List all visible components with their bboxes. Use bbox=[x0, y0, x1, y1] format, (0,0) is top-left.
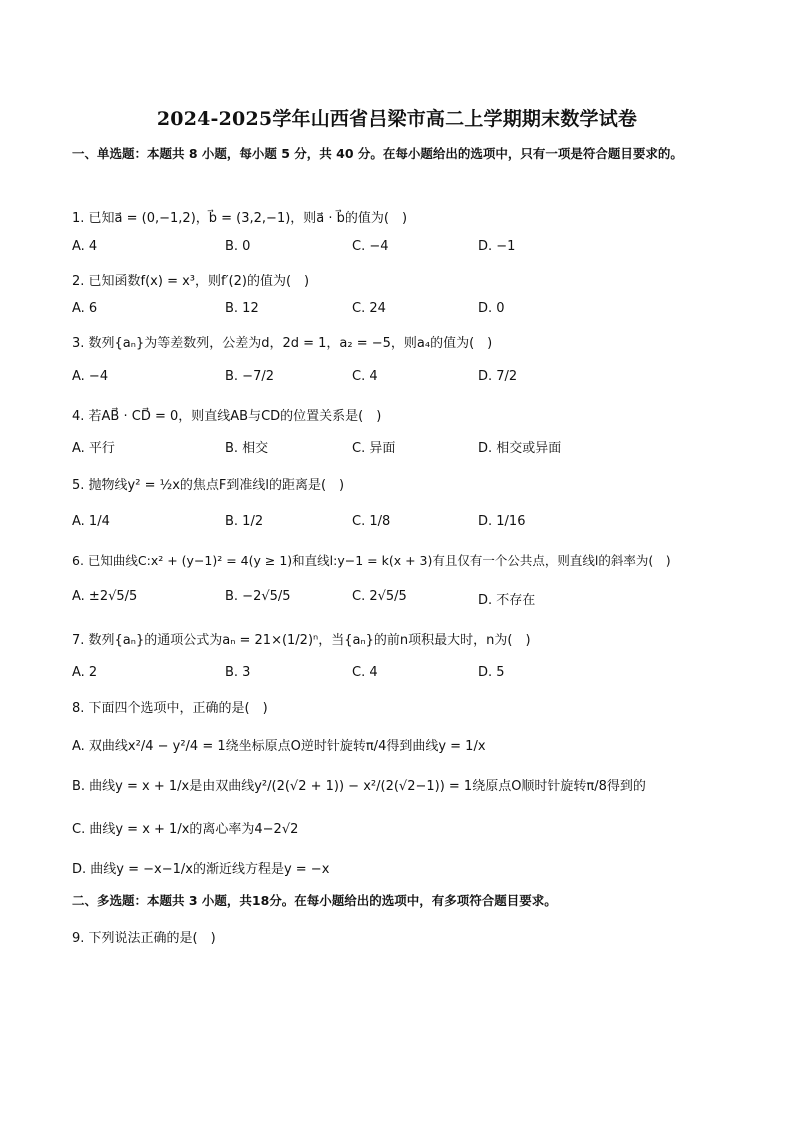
option-a[interactable]: A. ±2√5/5 bbox=[72, 589, 138, 604]
question-3-options bbox=[72, 369, 732, 389]
section-single-choice: 一、单选题：本题共 8 小题，每小题 5 分，共 40 分。在每小题给出的选项中，只有一项是符合题目要求的。 bbox=[72, 146, 683, 161]
option-d[interactable]: D. 1/16 bbox=[478, 514, 526, 529]
option-d[interactable]: D. 相交或异面 bbox=[478, 441, 562, 456]
option-b[interactable]: B. 0 bbox=[225, 239, 251, 254]
question-7-options bbox=[72, 665, 732, 685]
option-c[interactable]: C. 异面 bbox=[352, 441, 396, 456]
option-b[interactable]: B. 曲线y = x + 1/x是由双曲线y²/(2(√2 + 1)) − x²/(2(√2−1)) = 1绕原点O顺时针旋转π/8得到的 bbox=[72, 779, 646, 794]
question-7: 7. 数列{aₙ}的通项公式为aₙ = 21×(1/2)ⁿ，当{aₙ}的前n项积最大时，n为( ) bbox=[72, 633, 531, 648]
question-1: 1. 已知a⃗ = (0,−1,2)，b⃗ = (3,2,−1)，则a⃗ · b⃗的值为( ) bbox=[72, 211, 408, 226]
question-9: 9. 下列说法正确的是( ) bbox=[72, 931, 216, 946]
option-b[interactable]: B. −2√5/5 bbox=[225, 589, 291, 604]
question-3: 3. 数列{aₙ}为等差数列，公差为d，2d = 1，a₂ = −5，则a₄的值为( ) bbox=[72, 336, 493, 351]
option-a[interactable]: A. 6 bbox=[72, 301, 98, 316]
option-c[interactable]: C. 1/8 bbox=[352, 514, 391, 529]
question-8: 8. 下面四个选项中，正确的是( ) bbox=[72, 701, 268, 716]
question-5-options bbox=[72, 514, 732, 534]
question-6-options bbox=[72, 589, 732, 609]
question-2-options bbox=[72, 301, 732, 321]
option-c[interactable]: C. 4 bbox=[352, 665, 378, 680]
option-a[interactable]: A. 4 bbox=[72, 239, 98, 254]
option-c[interactable]: C. 曲线y = x + 1/x的离心率为4−2√2 bbox=[72, 822, 299, 837]
question-2: 2. 已知函数f(x) = x³，则f′(2)的值为( ) bbox=[72, 274, 310, 289]
option-d[interactable]: D. 0 bbox=[478, 301, 505, 316]
option-c[interactable]: C. −4 bbox=[352, 239, 389, 254]
question-5: 5. 抛物线y² = ½x的焦点F到准线l的距离是( ) bbox=[72, 478, 345, 493]
option-b[interactable]: B. 12 bbox=[225, 301, 259, 316]
option-b[interactable]: B. 相交 bbox=[225, 441, 269, 456]
option-c[interactable]: C. 4 bbox=[352, 369, 378, 384]
option-a[interactable]: A. 平行 bbox=[72, 441, 115, 456]
question-4: 4. 若AB⃗ · CD⃗ = 0，则直线AB与CD的位置关系是( ) bbox=[72, 409, 382, 424]
option-d[interactable]: D. 不存在 bbox=[478, 593, 536, 608]
option-a[interactable]: A. 2 bbox=[72, 665, 98, 680]
option-c[interactable]: C. 2√5/5 bbox=[352, 589, 407, 604]
option-c[interactable]: C. 24 bbox=[352, 301, 386, 316]
option-b[interactable]: B. −7/2 bbox=[225, 369, 274, 384]
question-6: 6. 已知曲线C:x² + (y−1)² = 4(y ≥ 1)和直线l:y−1 = k(x + 3)有且仅有一个公共点，则直线l的斜率为( ) bbox=[72, 553, 671, 568]
option-b[interactable]: B. 1/2 bbox=[225, 514, 264, 529]
option-d[interactable]: D. 7/2 bbox=[478, 369, 518, 384]
option-d[interactable]: D. 曲线y = −x−1/x的渐近线方程是y = −x bbox=[72, 862, 330, 877]
option-d[interactable]: D. 5 bbox=[478, 665, 505, 680]
page-title: 2024-2025学年山西省吕梁市高二上学期期末数学试卷 bbox=[156, 108, 638, 130]
option-a[interactable]: A. 双曲线x²/4 − y²/4 = 1绕坐标原点O逆时针旋转π/4得到曲线y = 1/x bbox=[72, 739, 486, 754]
question-4-options bbox=[72, 437, 732, 457]
option-d[interactable]: D. −1 bbox=[478, 239, 516, 254]
option-a[interactable]: A. 1/4 bbox=[72, 514, 110, 529]
option-b[interactable]: B. 3 bbox=[225, 665, 251, 680]
section-multi-choice: 二、多选题：本题共 3 小题，共18分。在每小题给出的选项中，有多项符合题目要求。 bbox=[72, 893, 557, 908]
option-a[interactable]: A. −4 bbox=[72, 369, 109, 384]
question-1-options bbox=[72, 239, 732, 259]
